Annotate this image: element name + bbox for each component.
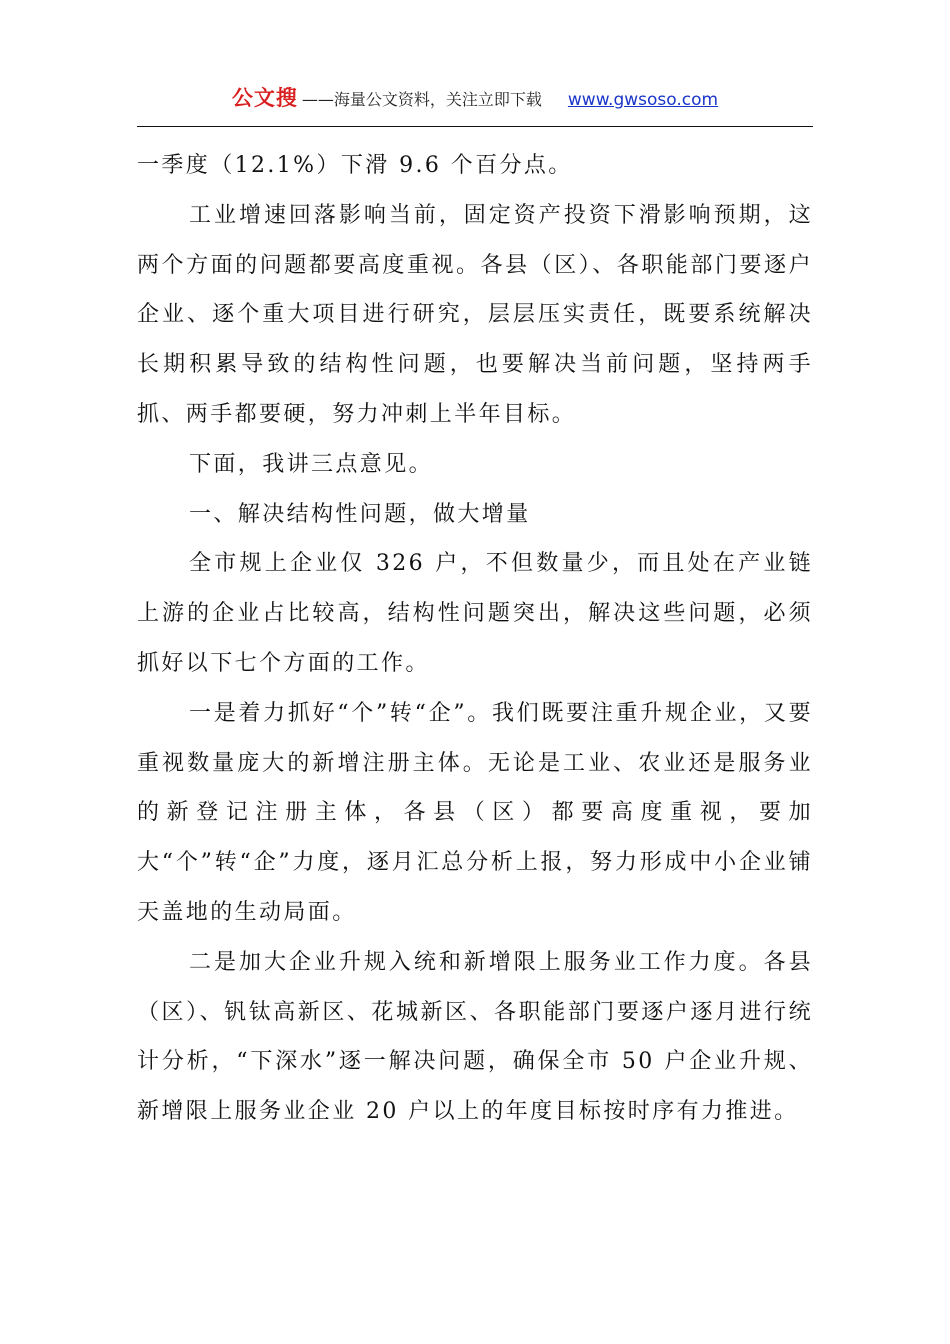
paragraph-enterprises: 全市规上企业仅 326 户，不但数量少，而且处在产业链上游的企业占比较高，结构性问题突出，解决这些问题，必须抓好以下七个方面的工作。: [137, 551, 813, 676]
paragraph-industrial-growth: 工业增速回落影响当前，固定资产投资下滑影响预期，这两个方面的问题都要高度重视。各县（区）、各职能部门要逐户企业、逐个重大项目进行研究，层层压实责任，既要系统解决长期积累导致的结构性问题，也要解决当前问题，坚持两手抓、两手都要硬，努力冲刺上半年目标。: [137, 202, 813, 427]
paragraph-continuation: 一季度（12.1%）下滑 9.6 个百分点。: [137, 153, 573, 178]
paragraph-point-one: 一是着力抓好“个”转“企”。我们既要注重升规企业，又要重视数量庞大的新增注册主体。无论是工业、农业还是服务业的新登记注册主体，各县（区）都要高度重视，要加大“个”转“企”力度，逐月汇总分析上报，努力形成中小企业铺天盖地的生动局面。: [137, 700, 813, 925]
section-heading-1: 一、解决结构性问题，做大增量: [189, 501, 531, 527]
page-header: [137, 82, 813, 112]
brand-logo-text: 公文搜: [231, 86, 298, 110]
header-slogan: ——海量公文资料，关注立即下载: [301, 90, 542, 109]
header-divider: [137, 126, 813, 127]
website-link[interactable]: www.gwsoso.com: [567, 90, 719, 110]
document-body: [137, 141, 813, 1137]
paragraph-point-two: 二是加大企业升规入统和新增限上服务业工作力度。各县（区）、钒钛高新区、花城新区、各职能部门要逐户逐月进行统计分析，“下深水”逐一解决问题，确保全市 50 户企业升规、新增限上服务业企业 20 户以上的年度目标按时序有力推进。: [137, 949, 813, 1125]
paragraph-three-points: 下面，我讲三点意见。: [189, 451, 434, 477]
